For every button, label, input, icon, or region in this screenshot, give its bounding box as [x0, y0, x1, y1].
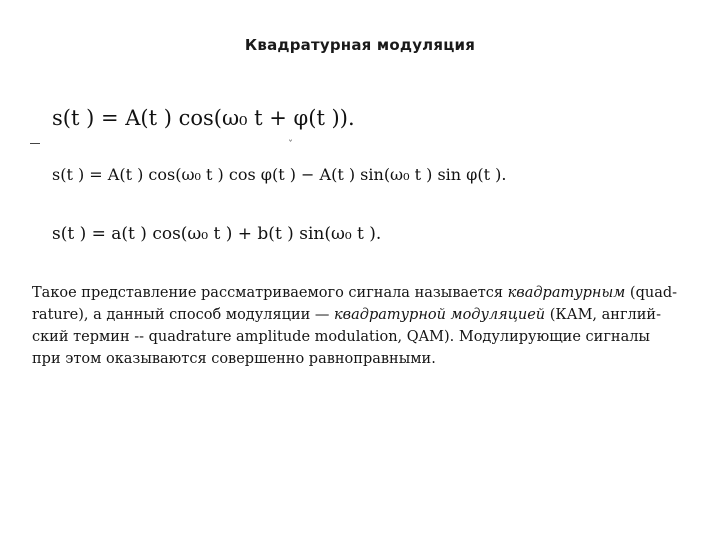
paragraph-line-1-text: Такое представление рассматриваемого сигнала называется [32, 285, 508, 301]
formula-signal-general: s(t ) = A(t ) cos(ω₀ t + φ(t )). [52, 106, 355, 130]
paragraph-line-2 [32, 304, 690, 326]
paragraph-line-1 [32, 282, 690, 304]
paragraph-line-3: ский термин -- quadrature amplitude modulation, QAM). Модулирующие сигналы [32, 329, 650, 345]
description-paragraph [32, 282, 690, 370]
scan-artifact-tick: ˇ [288, 140, 293, 151]
formula-signal-quadrature: s(t ) = a(t ) cos(ω₀ t ) + b(t ) sin(ω₀ t ). [52, 224, 382, 244]
paragraph-line-2-text: rature), а данный способ модуляции — [32, 307, 335, 323]
formula-signal-expanded: s(t ) = A(t ) cos(ω₀ t ) cos φ(t ) − A(t ) sin(ω₀ t ) sin φ(t ). [52, 165, 507, 184]
paragraph-line-1-tail: (quad- [625, 285, 678, 301]
scan-artifact-dash [30, 143, 40, 144]
paragraph-line-2-tail: (КАМ, англий- [545, 307, 661, 323]
term-quadrature: квадратурным [507, 285, 626, 301]
paragraph-line-4: при этом оказываются совершенно равноправными. [32, 351, 436, 367]
slide-title: Квадратурная модуляция [244, 36, 476, 54]
term-quadrature-modulation: квадратурной модуляцией [334, 307, 546, 323]
